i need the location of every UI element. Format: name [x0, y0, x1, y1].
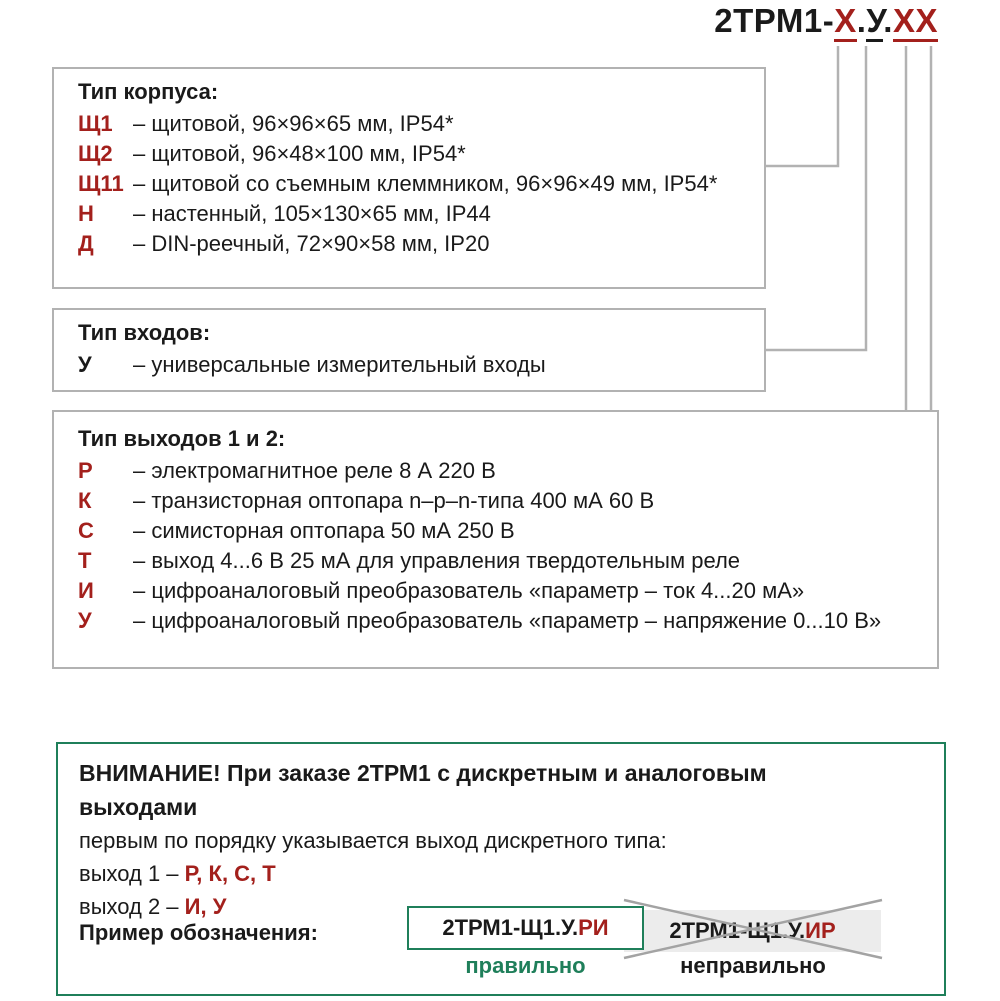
- correct-caption: правильно: [465, 953, 586, 978]
- option-desc: – DIN-реечный, 72×90×58 мм, IP20: [133, 231, 490, 256]
- correct-example-prefix: 2ТРМ1-Щ1.У.: [442, 915, 579, 940]
- attention-text: первым по порядку указывается выход дискретного типа:: [79, 828, 667, 853]
- attention-title-line: выходами: [79, 794, 198, 820]
- connector-housing: [766, 46, 838, 166]
- option-code: Щ1: [78, 111, 113, 136]
- option-desc: – щитовой со съемным клеммником, 96×96×49 мм, IP54*: [133, 171, 718, 196]
- list-item: [78, 606, 937, 636]
- example-label: Пример обозначения:: [79, 920, 318, 945]
- list-item: [78, 109, 764, 139]
- option-desc: – щитовой, 96×48×100 мм, IP54*: [133, 141, 466, 166]
- option-desc: – цифроаналоговый преобразователь «параметр – напряжение 0...10 В»: [133, 608, 882, 633]
- code-dot: .: [883, 2, 893, 39]
- list-item: [78, 516, 937, 546]
- correct-example-suffix: РИ: [578, 915, 609, 940]
- list-item: [78, 199, 764, 229]
- list-item: [78, 546, 937, 576]
- option-code: Н: [78, 201, 94, 226]
- option-desc: – выход 4...6 В 25 мА для управления твердотельным реле: [133, 548, 741, 573]
- wrong-example-prefix: 2ТРМ1-Щ1.У.: [669, 918, 806, 943]
- option-desc: – симисторная оптопара 50 мА 250 В: [133, 518, 515, 543]
- wrong-example-suffix: ИР: [805, 918, 836, 943]
- option-code: К: [78, 488, 92, 513]
- code-outputs-placeholder: ХХ: [893, 2, 938, 42]
- list-item: [78, 576, 937, 606]
- option-code: С: [78, 518, 94, 543]
- code-housing-placeholder: Х: [834, 2, 857, 42]
- output1-rule: [79, 857, 944, 890]
- output2-label: выход 2 –: [79, 894, 185, 919]
- list-item: [78, 169, 764, 199]
- option-desc: – щитовой, 96×96×65 мм, IP54*: [133, 111, 454, 136]
- option-desc: – транзисторная оптопара n–p–n-типа 400 мА 60 В: [133, 488, 655, 513]
- list-item: [78, 456, 937, 486]
- option-code: У: [78, 352, 92, 377]
- wrong-caption: неправильно: [680, 953, 826, 978]
- attention-title: [79, 756, 944, 824]
- list-item: [78, 350, 764, 380]
- option-code: Щ11: [78, 171, 124, 196]
- list-item: [78, 486, 937, 516]
- attention-box: [56, 742, 946, 996]
- correct-example: [407, 906, 644, 950]
- option-code: У: [78, 608, 92, 633]
- code-prefix: 2ТРМ1-: [714, 2, 835, 39]
- option-desc: – настенный, 105×130×65 мм, IP44: [133, 201, 491, 226]
- option-code: Р: [78, 458, 93, 483]
- connector-inputs: [766, 46, 866, 350]
- outputs-title: Тип выходов 1 и 2:: [78, 426, 286, 451]
- option-code: Т: [78, 548, 92, 573]
- input-type-box: [52, 308, 766, 392]
- output1-label: выход 1 –: [79, 861, 185, 886]
- housing-title: Тип корпуса:: [78, 79, 219, 104]
- code-input-placeholder: У: [866, 2, 883, 42]
- option-code: Д: [78, 231, 94, 256]
- output2-values: И, У: [184, 894, 227, 919]
- output1-values: Р, К, С, Т: [184, 861, 276, 886]
- product-code: [714, 2, 938, 40]
- code-dot: .: [856, 2, 867, 39]
- housing-type-box: [52, 67, 766, 289]
- attention-title-line: ВНИМАНИЕ! При заказе 2ТРМ1 с дискретным и аналоговым: [79, 760, 767, 786]
- list-item: [78, 229, 764, 259]
- inputs-title: Тип входов:: [78, 320, 211, 345]
- output-type-box: [52, 410, 939, 669]
- option-code: Щ2: [78, 141, 113, 166]
- option-desc: – универсальные измерительный входы: [133, 352, 546, 377]
- option-desc: – электромагнитное реле 8 А 220 В: [133, 458, 496, 483]
- option-code: И: [78, 578, 94, 603]
- option-desc: – цифроаналоговый преобразователь «параметр – ток 4...20 мА»: [133, 578, 805, 603]
- list-item: [78, 139, 764, 169]
